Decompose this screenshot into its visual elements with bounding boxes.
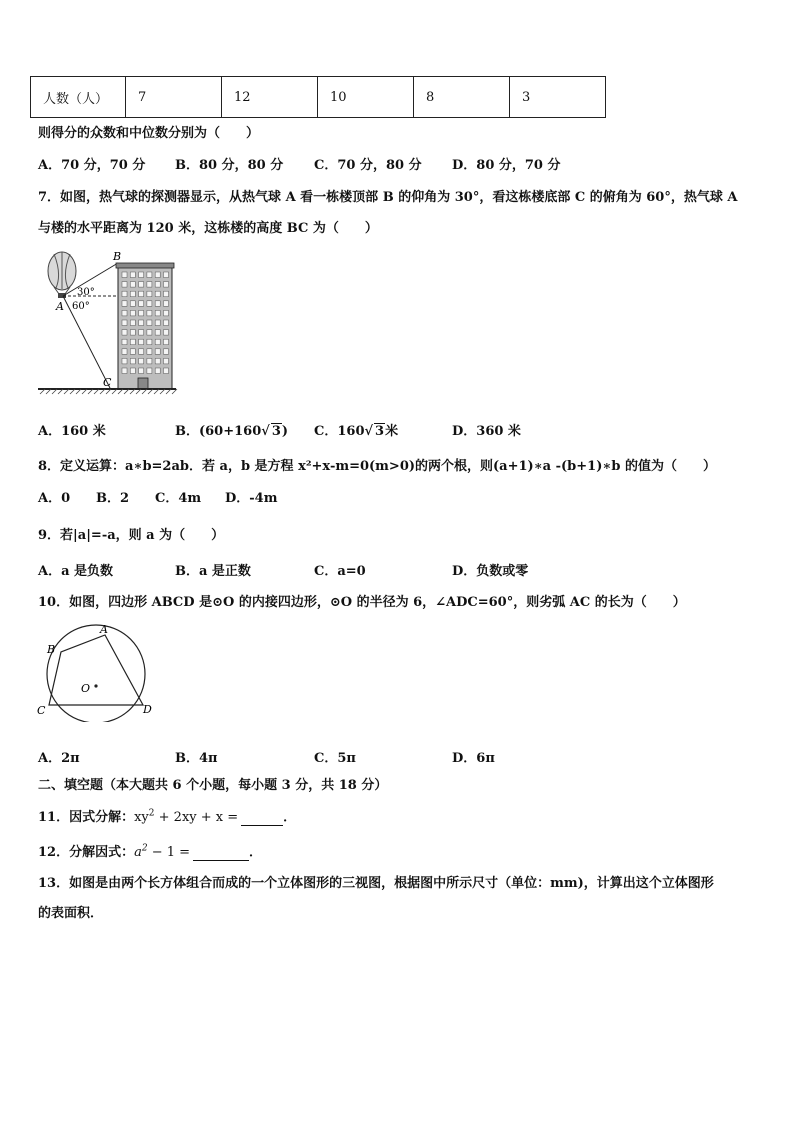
- q9-stem: 9．若|a|=-a，则 a 为（ ）: [38, 528, 225, 543]
- label-d: D: [143, 703, 152, 716]
- answer-blank: [193, 860, 249, 861]
- circle-o: [47, 625, 145, 722]
- building-icon: [116, 263, 174, 389]
- table-row-header: 人数（人）: [31, 77, 126, 118]
- label-angle-60: 60°: [72, 301, 90, 312]
- q13-stem-line1: 13．如图是由两个长方体组合而成的一个立体图形的三视图，根据图中所示尺寸（单位：mm)，计算出这个立体图形: [38, 876, 714, 891]
- circle-quadrilateral-figure: [32, 620, 160, 722]
- q10-option-b: B．4π: [175, 751, 218, 766]
- label-angle-30: 30°: [77, 287, 95, 298]
- answer-blank: [241, 825, 283, 826]
- label-c: C: [37, 704, 46, 717]
- balloon-building-figure: [36, 248, 178, 396]
- sqrt-symbol: √ 3: [364, 424, 385, 439]
- label-a: A: [100, 623, 108, 636]
- label-c: C: [103, 376, 112, 389]
- table-cell: 10: [318, 77, 414, 118]
- q13-stem-line2: 的表面积．: [38, 906, 104, 921]
- q7-stem-line1: 7．如图，热气球的探测器显示，从热气球 A 看一栋楼顶部 B 的仰角为 30°，看这栋楼底部 C 的俯角为 60°，热气球 A: [38, 190, 738, 205]
- quadrilateral-abcd: [49, 635, 143, 705]
- q9-option-c: C．a=0: [314, 564, 366, 579]
- table-cell: 12: [222, 77, 318, 118]
- sqrt-symbol: √ 3: [261, 424, 281, 439]
- q9-option-b: B．a 是正数: [175, 564, 251, 579]
- q8-option-b: B．2: [96, 491, 130, 506]
- q10-option-c: C．5π: [314, 751, 356, 766]
- q8-option-c: C．4m: [155, 491, 202, 506]
- label-o: O: [81, 682, 91, 695]
- q7-option-c: C．160√ 3米: [314, 424, 399, 439]
- q6-option-a: A．70 分，70 分: [38, 158, 146, 173]
- table-row: [31, 77, 606, 118]
- q9-option-a: A．a 是负数: [38, 564, 114, 579]
- table-cell: 7: [126, 77, 222, 118]
- q10-option-d: D．6π: [452, 751, 495, 766]
- label-b: B: [113, 250, 122, 263]
- q12-stem: 12．分解因式：$a^2 - 1$ = ．: [38, 843, 263, 860]
- q8-option-a: A．0: [38, 491, 71, 506]
- center-point: [94, 684, 97, 687]
- q7-option-b: B．(60+160√ 3): [175, 424, 289, 439]
- q6-option-b: B．80 分，80 分: [175, 158, 284, 173]
- q8-stem: 8．定义运算：a∗b=2ab．若 a，b 是方程 x²+x-m=0(m>0)的两个根，则(a+1)∗a -(b+1)∗b 的值为（ ）: [38, 459, 716, 474]
- q7-option-a: A．160 米: [38, 424, 106, 439]
- q7-option-d: D．360 米: [452, 424, 521, 439]
- q6-option-d: D．80 分，70 分: [452, 158, 561, 173]
- section-heading: 二、填空题（本大题共 6 个小题，每小题 3 分，共 18 分）: [38, 778, 388, 793]
- q10-stem: 10．如图，四边形 ABCD 是⊙O 的内接四边形，⊙O 的半径为 6，∠ADC=60°，则劣弧 AC 的长为（ ）: [38, 595, 686, 610]
- q11-stem: 11．因式分解：$xy^2 + 2xy + x$ = ．: [38, 808, 297, 825]
- q9-option-d: D．负数或零: [452, 564, 529, 579]
- label-a: A: [56, 300, 64, 313]
- q6-stem: 则得分的众数和中位数分别为（ ）: [38, 126, 260, 141]
- table-cell: 8: [414, 77, 510, 118]
- score-table: [30, 76, 606, 118]
- table-cell: 3: [510, 77, 606, 118]
- label-b: B: [47, 643, 56, 656]
- q12-expression: $a^2 - 1$ =: [134, 843, 191, 860]
- q6-option-c: C．70 分，80 分: [314, 158, 422, 173]
- q10-option-a: A．2π: [38, 751, 80, 766]
- q8-option-d: D．-4m: [225, 491, 278, 506]
- q7-stem-line2: 与楼的水平距离为 120 米，这栋楼的高度 BC 为（ ）: [38, 221, 378, 236]
- q11-expression: $xy^2 + 2xy + x$ =: [134, 808, 239, 825]
